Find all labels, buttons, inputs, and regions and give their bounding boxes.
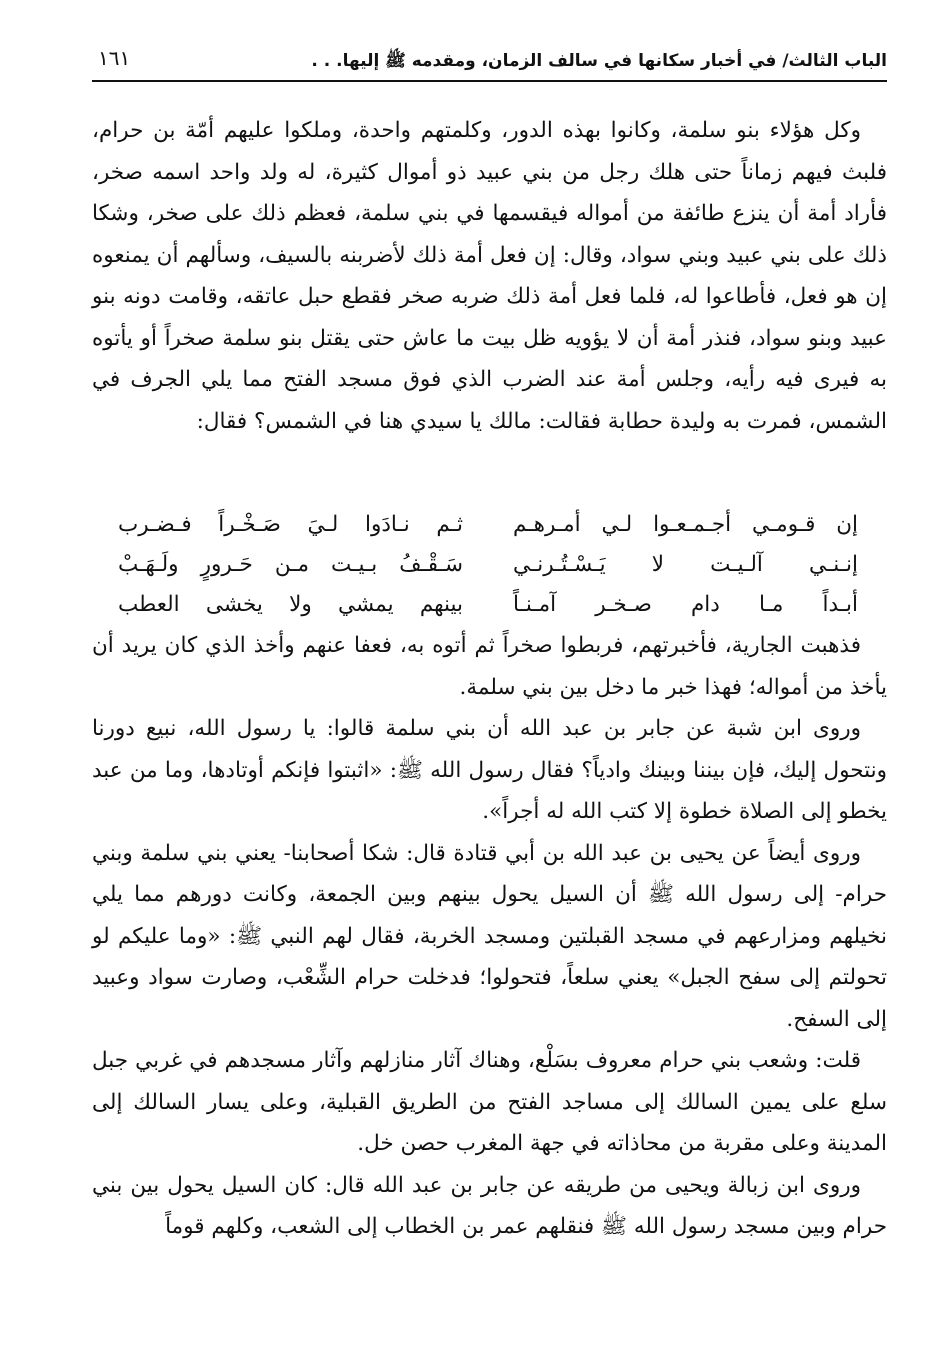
paragraph: وروى أيضاً عن يحيى بن عبد الله بن أبي قتادة قال: شكا أصحابنا- يعني بني سلمة وبني حرام- إلى رسول الله ﷺ أن السيل يحول بينهم وبين الجمعة، وكانت دورهم مما يلي نخيلهم ومزارعهم في مسجد القبلتين ومسجد الخربة، فقال لهم النبي ﷺ: «وما عليكم لو تحولتم إلى سفح الجبل» يعني سلعاً، فتحولوا؛ فدخلت حرام الشِّعْب، وصارت سواد وعبيد إلى السفح. bbox=[92, 840, 887, 1032]
verse-first-hemistich: أبـداً مـا دام صـخـر آمـنـاً bbox=[513, 592, 858, 617]
paragraph: وكل هؤلاء بنو سلمة، وكانوا بهذه الدور، وكلمتهم واحدة، وملكوا عليهم أمّة بن حرام، فلبث فيهم زماناً حتى هلك رجل من بني عبيد ذو أموال كثيرة، له ولد واحد اسمه صخر، فأراد أمة أن ينزع طائفة من أمواله فيقسمها في بني سلمة، فعظم ذلك على صخر، وشكا ذلك على بني عبيد وبني سواد، وقال: إن فعل أمة ذلك لأضربنه بالسيف، وسألهم أن يمنعوه إن هو فعل، فأطاعوا له، فلما فعل أمة ذلك ضربه صخر فقطع حبل عاتقه، وقامت دونه بنو عبيد وبنو سواد، فنذر أمة أن لا يؤويه ظل بيت ما عاش حتى يقتل بنو سلمة صخراً أو يأتوه به فيرى فيه رأيه، وجلس أمة عند الضرب الذي فوق مسجد الفتح مما يلي الجرف في الشمس، فمرت به وليدة حطابة فقالت: مالك يا سيدي هنا في الشمس؟ فقال: bbox=[92, 118, 887, 434]
chapter-title: الباب الثالث/ في أخبار سكانها في سالف الزمان، ومقدمه ﷺ إليها. . . bbox=[311, 51, 887, 71]
verse-second-hemistich: ثـم نـادَوا لـيَ صَـخْـراً فـضـرب bbox=[118, 512, 463, 537]
verse-second-hemistich: بينهم يمشي ولا يخشى العطب bbox=[118, 592, 463, 617]
verse-first-hemistich: إنـنـي آلـيـت لا يَـسْـتُـرنـي bbox=[513, 552, 858, 577]
paragraph: وروى ابن زبالة ويحيى من طريقه عن جابر بن عبد الله قال: كان السيل يحول بين بني حرام وبين مسجد رسول الله ﷺ فنقلهم عمر بن الخطاب إلى الشعب، وكلهم قوماً bbox=[92, 1172, 887, 1239]
verse-first-hemistich: إن قـومـي أجـمـعـوا لـي أمـرهـم bbox=[513, 512, 858, 537]
paragraph: وروى ابن شبة عن جابر بن عبد الله أن بني سلمة قالوا: يا رسول الله، نبيع دورنا ونتحول إليك، فإن بيننا وبينك وادياً؟ فقال رسول الله ﷺ: «اثبتوا فإنكم أوتادها، وما من عبد يخطو إلى الصلاة خطوة إلا كتب الله له أجراً». bbox=[92, 716, 887, 824]
main-text-after-poem bbox=[92, 625, 887, 1248]
verse-second-hemistich: سَـقْـفُ بـيـت مـن حَـرورٍ ولَـهَـبْ bbox=[118, 552, 463, 577]
paragraph: فذهبت الجارية، فأخبرتهم، فربطوا صخراً ثم أتوه به، فعفا عنهم وأخذ الذي كان يريد أن يأخذ من أمواله؛ فهذا خبر ما دخل بين بني سلمة. bbox=[92, 633, 887, 700]
poem-verse bbox=[118, 545, 858, 585]
poem-verse bbox=[118, 585, 858, 625]
paragraph: قلت: وشعب بني حرام معروف بسَلْع، وهناك آثار منازلهم وآثار مسجدهم في غربي جبل سلع على يمين السالك إلى مساجد الفتح من الطريق القبلية، وعلى يسار السالك إلى المدينة وعلى مقربة من محاذاته في جهة المغرب حصن خل. bbox=[92, 1048, 887, 1156]
main-text-before-poem bbox=[92, 110, 887, 442]
running-header bbox=[92, 46, 887, 82]
poem-verse bbox=[118, 505, 858, 545]
page-number: ١٦١ bbox=[98, 46, 131, 70]
poem bbox=[118, 505, 858, 625]
